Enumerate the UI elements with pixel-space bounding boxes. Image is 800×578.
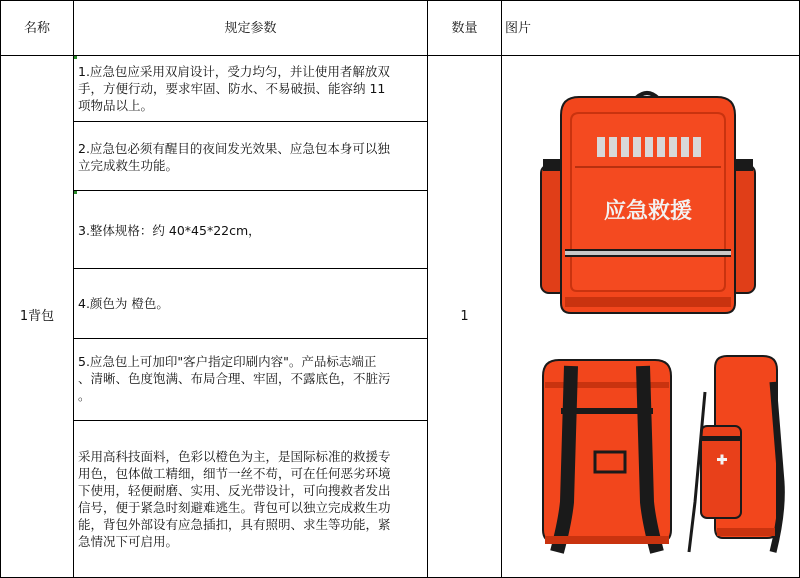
spec-item-2: 2.应急包必须有醒目的夜间发光效果、应急包本身可以独 立完成救生功能。 (78, 141, 390, 173)
spec-item-1: 1.应急包应采用双肩设计，受力均匀，并让使用者解放双 手，方便行动，要求牢固、防水、不易破损、能容纳 11 项物品以上。 (78, 64, 390, 113)
cell-marker (74, 191, 77, 194)
column-divider-3 (501, 0, 502, 578)
column-divider-1 (73, 0, 74, 578)
spec-divider-1 (73, 121, 428, 122)
item-quantity: 1 (460, 309, 469, 324)
reflective-band (565, 251, 731, 255)
spec-divider-5 (73, 420, 428, 421)
reflective-strip-top (597, 137, 701, 157)
bag-print-text: 应急救援 (603, 199, 693, 224)
header-qty: 数量 (451, 20, 478, 36)
spec-divider-4 (73, 338, 428, 339)
backpack-back-photo (537, 352, 677, 564)
spec-divider-3 (73, 268, 428, 269)
header-image: 图片 (505, 20, 532, 36)
chest-strap (561, 408, 653, 414)
side-pocket-strap (701, 436, 741, 441)
header-name: 名称 (23, 20, 50, 36)
side-base (717, 528, 775, 536)
spec-item-6: 采用高科技面料，色彩以橙色为主，是国际标准的救援专 用色，包体做工精细，细节一丝不苟，可在任何恶劣环境 下使用，轻便耐磨、实用、反光带设计，可向搜救者发出 信号，便于紧急时刻避难逃生。背包可以独立完成救生功 能，背包外部设有应急插扣，具有照明、求生等功能，紧 急情况下可启用。 (78, 449, 391, 549)
back-base (545, 536, 669, 544)
spec-item-4: 4.颜色为 橙色。 (78, 296, 169, 311)
item-name: 1背包 (19, 309, 55, 324)
header-spec: 规定参数 (224, 20, 277, 36)
spec-item-3: 3.整体规格：约 40*45*22cm， (78, 223, 261, 238)
spec-item-5: 5.应急包上可加印"客户指定印刷内容"。产品标志端正 、清晰、色度饱满、布局合理、牢固，不露底色，不脏污 。 (78, 354, 391, 403)
backpack-front-photo (535, 85, 760, 317)
header-divider (0, 55, 800, 56)
spec-divider-2 (73, 190, 428, 191)
backpack-side-photo (685, 352, 785, 564)
cross-icon-vertical (721, 455, 724, 465)
backpack-base (565, 297, 731, 307)
cell-marker (74, 56, 77, 59)
